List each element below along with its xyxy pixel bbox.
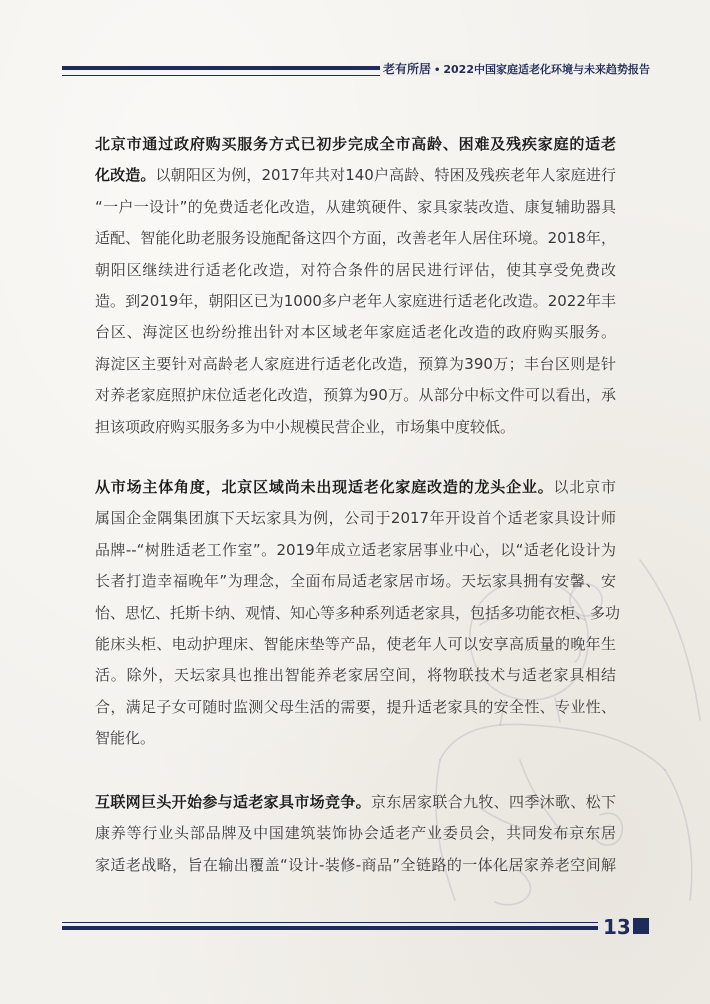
text-line	[95, 472, 616, 503]
text-line: 怡、思忆、托斯卡纳、观情、知心等多种系列适老家具，包括多功能衣柜、多功	[95, 603, 621, 622]
paragraph-market-leaders	[95, 472, 621, 755]
text-line: 属国企金隅集团旗下天坛家具为例，公司于2017年开设首个适老家具设计师	[95, 509, 616, 528]
header-rule-thick	[62, 66, 399, 70]
text-line: 智能化。	[95, 729, 156, 748]
text-line	[95, 787, 616, 818]
footer-rule-thick	[62, 926, 598, 930]
paragraph-internet-giants	[95, 787, 616, 881]
text-line: 能床头柜、电动护理床、智能床垫等产品，使老年人可以安享高质量的晚年生	[95, 634, 616, 653]
body-text: 京东居家联合九牧、四季沐歌、松下	[371, 793, 616, 811]
text-line: 品牌--“树胜适老工作室”。2019年成立适老家居事业中心，以“适老化设计为	[95, 540, 616, 559]
text-line: 造。到2019年，朝阳区已为1000多户老年人家庭进行适老化改造。2022年丰	[95, 291, 616, 310]
bold-lead: 化改造。	[95, 166, 156, 185]
page-number: 13	[603, 915, 631, 939]
header-separator: •	[433, 65, 441, 76]
header-section-label: 老有所居	[382, 62, 431, 76]
header-text	[380, 60, 650, 76]
text-line: 合，满足子女可随时监测父母生活的需要，提升适老家具的安全性、专业性、	[95, 697, 616, 716]
header-report-title: 2022中国家庭适老化环境与未来趋势报告	[443, 63, 650, 76]
bold-lead: 从市场主体角度，北京区域尚未出现适老化家庭改造的龙头企业。	[95, 478, 554, 496]
page-marker-square-icon	[633, 918, 649, 934]
text-line: 长者打造幸福晚年”为理念，全面布局适老家居市场。天坛家具拥有安馨、安	[95, 572, 616, 591]
bold-lead: 北京市通过政府购买服务方式已初步完成全市高龄、困难及残疾家庭的适老	[95, 135, 616, 153]
text-line	[95, 160, 616, 191]
bold-lead: 互联网巨头开始参与适老家具市场竞争。	[95, 793, 371, 811]
text-line: 家适老战略，旨在输出覆盖“设计-装修-商品”全链路的一体化居家养老空间解	[95, 855, 616, 874]
text-line: 康养等行业头部品牌及中国建筑装饰协会适老产业委员会，共同发布京东居	[95, 824, 616, 843]
text-line	[95, 129, 616, 160]
footer-rule-thin	[62, 922, 598, 923]
text-line: 海淀区主要针对高龄老人家庭进行适老化改造，预算为390万；丰台区则是针	[95, 354, 616, 373]
text-line: 朝阳区继续进行适老化改造，对符合条件的居民进行评估，使其享受免费改	[95, 260, 616, 279]
text-line: “一户一设计”的免费适老化改造，从建筑硬件、家具家装改造、康复辅助器具	[95, 197, 616, 216]
text-line: 台区、海淀区也纷纷推出针对本区域老年家庭适老化改造的政府购买服务。	[95, 323, 616, 342]
text-line: 适配、智能化助老服务设施配备这四个方面，改善老年人居住环境。2018年，	[95, 229, 616, 248]
text-line: 对养老家庭照护床位适老化改造，预算为90万。从部分中标文件可以看出，承	[95, 386, 616, 405]
body-text: 以北京市	[553, 478, 616, 496]
paragraph-government-procurement	[95, 129, 616, 443]
body-text: 以朝阳区为例，2017年共对140户高龄、特困及残疾老年人家庭进行	[155, 166, 616, 185]
text-line: 担该项政府购买服务多为中小规模民营企业，市场集中度较低。	[95, 417, 516, 436]
text-line: 活。除外，天坛家具也推出智能养老家居空间，将物联技术与适老家具相结	[95, 666, 616, 685]
